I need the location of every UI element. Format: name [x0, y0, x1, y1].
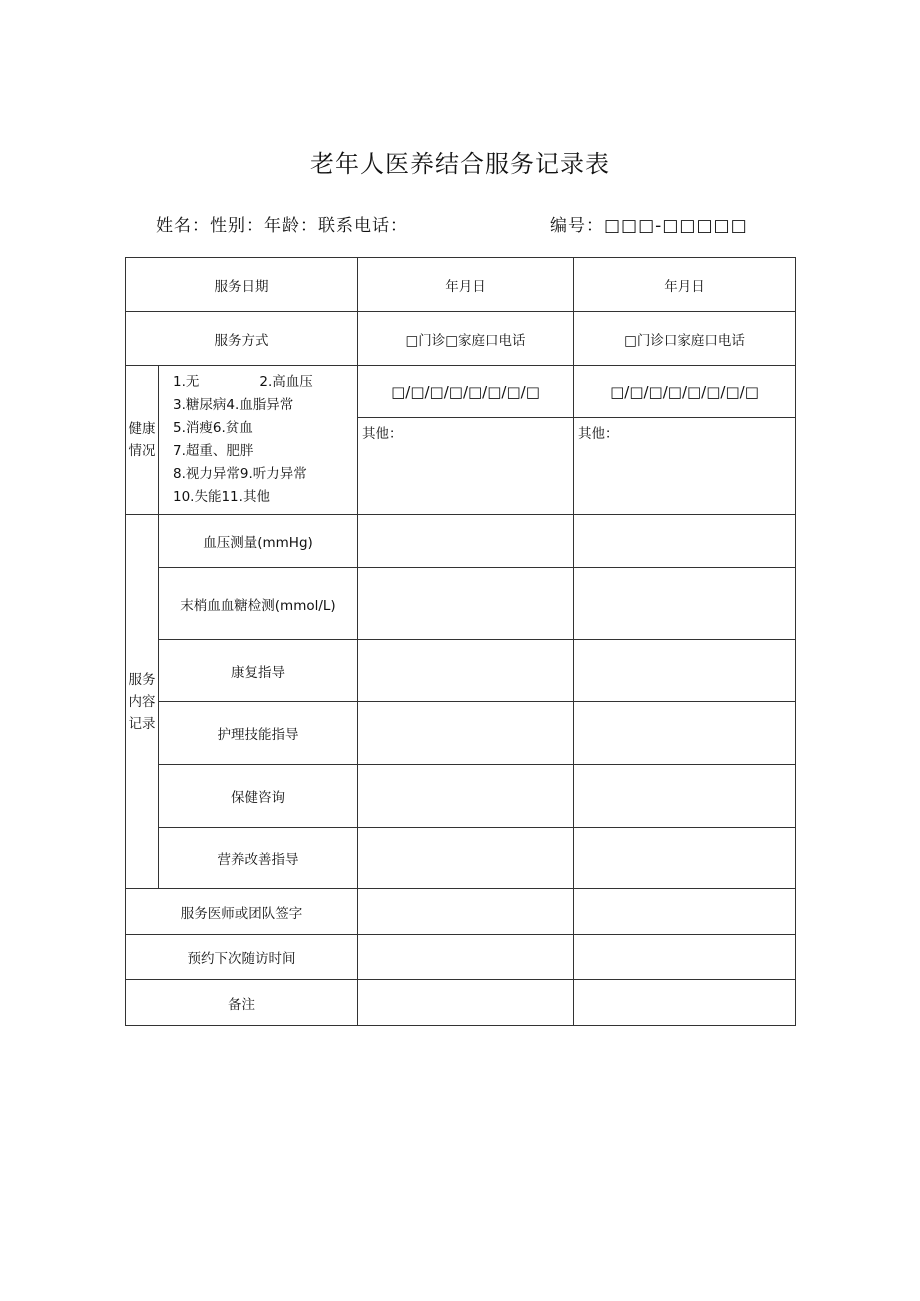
remarks-cell[interactable]	[358, 980, 574, 1026]
next-visit-row	[126, 935, 796, 980]
content-row	[126, 568, 796, 640]
content-cell[interactable]	[358, 640, 574, 702]
signature-cell[interactable]	[358, 889, 574, 935]
service-mode-label: 服务方式	[126, 312, 358, 366]
service-mode-row	[126, 312, 796, 366]
patient-info-line: 姓名：性别：年龄：联系电话：	[156, 216, 408, 236]
content-cell[interactable]	[574, 828, 796, 889]
health-options-list	[159, 366, 358, 515]
content-cell[interactable]	[358, 515, 574, 568]
remarks-row	[126, 980, 796, 1026]
content-cell[interactable]	[574, 515, 796, 568]
health-checkboxes-1[interactable]: □/□/□/□/□/□/□/□	[358, 366, 574, 418]
content-cell[interactable]	[358, 765, 574, 828]
health-other-cell-1[interactable]: 其他：	[358, 418, 574, 515]
health-status-label	[126, 366, 159, 515]
service-date-label: 服务日期	[126, 258, 358, 312]
content-row-label: 血压测量(mmHg)	[159, 515, 358, 568]
health-option-line: 10.失能11.其他	[173, 489, 270, 505]
content-row-label: 末梢血血糖检测(mmol/L)	[159, 568, 358, 640]
remarks-label: 备注	[126, 980, 358, 1026]
next-visit-label: 预约下次随访时间	[126, 935, 358, 980]
content-row-label: 康复指导	[159, 640, 358, 702]
page-title: 老年人医养结合服务记录表	[310, 150, 610, 178]
content-cell[interactable]	[358, 828, 574, 889]
content-row	[126, 828, 796, 889]
content-row-label: 营养改善指导	[159, 828, 358, 889]
service-mode-cell-2[interactable]: □门诊口家庭口电话	[574, 312, 796, 366]
content-cell[interactable]	[574, 568, 796, 640]
service-record-table	[125, 257, 796, 1026]
health-checkboxes-2[interactable]: □/□/□/□/□/□/□/□	[574, 366, 796, 418]
signature-label: 服务医师或团队签字	[126, 889, 358, 935]
service-date-cell-2[interactable]: 年月日	[574, 258, 796, 312]
next-visit-cell[interactable]	[574, 935, 796, 980]
service-content-label-text: 服务内容记录	[128, 671, 156, 732]
service-mode-cell-1[interactable]: □门诊□家庭口电话	[358, 312, 574, 366]
health-option: 2.高血压	[259, 374, 313, 390]
signature-row	[126, 889, 796, 935]
content-cell[interactable]	[358, 702, 574, 765]
content-cell[interactable]	[358, 568, 574, 640]
service-date-row	[126, 258, 796, 312]
content-row	[126, 702, 796, 765]
health-option-line: 8.视力异常9.听力异常	[173, 466, 307, 482]
health-option-line: 7.超重、肥胖	[173, 443, 254, 459]
health-status-label-text: 健康情况	[128, 421, 156, 459]
health-option-line: 5.消瘦6.贫血	[173, 420, 253, 436]
serial-number-line: 编号：□□□-□□□□□	[550, 216, 748, 236]
service-content-label	[126, 515, 159, 889]
content-row	[126, 765, 796, 828]
signature-cell[interactable]	[574, 889, 796, 935]
content-row-label: 保健咨询	[159, 765, 358, 828]
health-other-cell-2[interactable]: 其他：	[574, 418, 796, 515]
content-cell[interactable]	[574, 702, 796, 765]
next-visit-cell[interactable]	[358, 935, 574, 980]
content-row	[126, 515, 796, 568]
health-option-line	[173, 371, 357, 394]
content-cell[interactable]	[574, 640, 796, 702]
remarks-cell[interactable]	[574, 980, 796, 1026]
health-option: 1.无	[173, 374, 200, 390]
health-status-row	[126, 366, 796, 418]
service-date-cell-1[interactable]: 年月日	[358, 258, 574, 312]
content-row-label: 护理技能指导	[159, 702, 358, 765]
content-cell[interactable]	[574, 765, 796, 828]
health-option-line: 3.糖尿病4.血脂异常	[173, 397, 294, 413]
content-row	[126, 640, 796, 702]
